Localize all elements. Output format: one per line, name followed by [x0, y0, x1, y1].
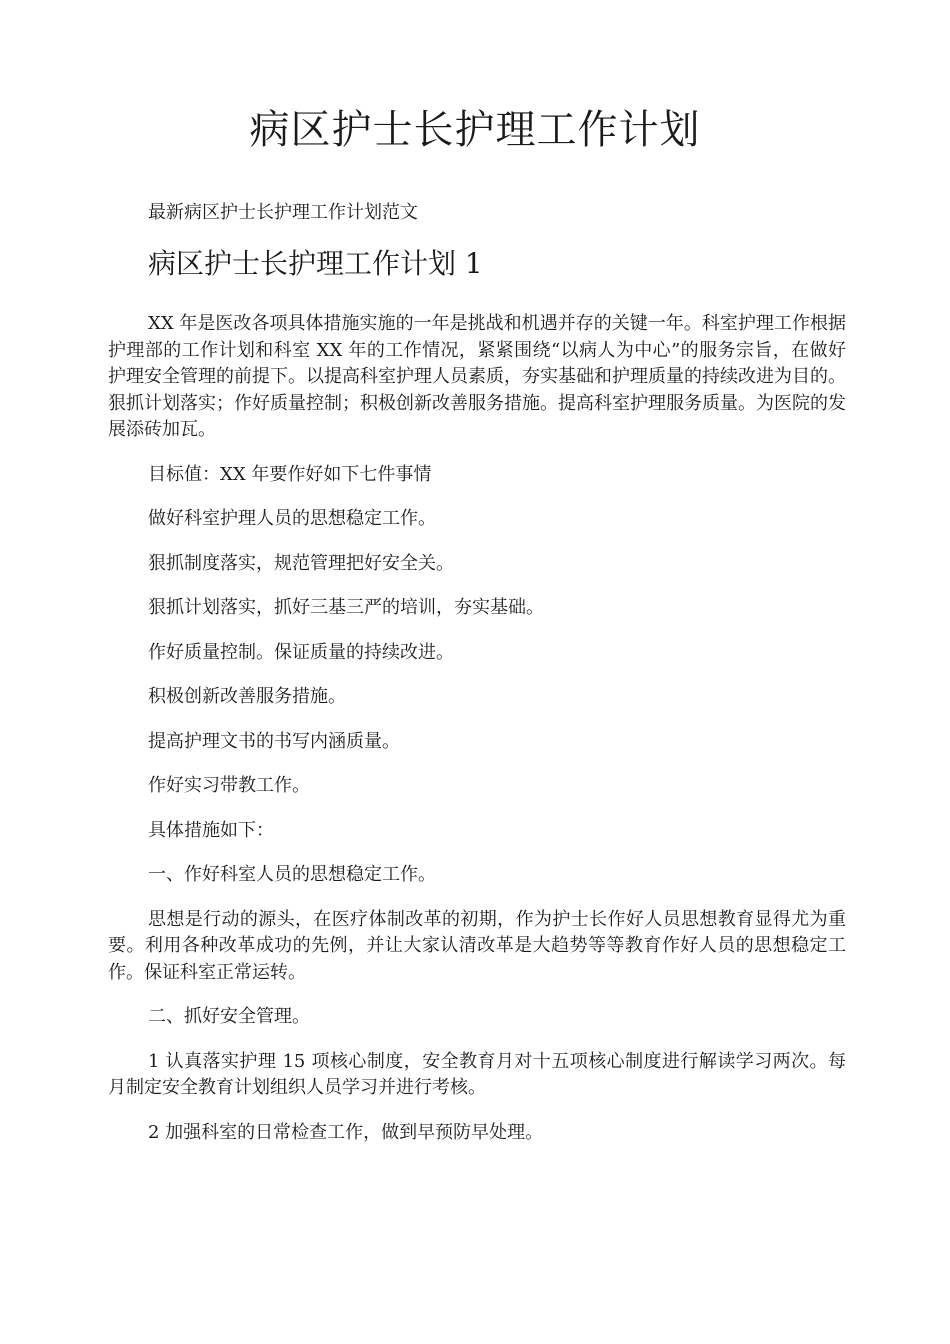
paragraph-goal-item: 做好科室护理人员的思想稳定工作。 [148, 508, 436, 529]
paragraph-intro: XX 年是医改各项具体措施实施的一年是挑战和机遇并存的关键一年。科室护理工作根据护理部的工作计划和科室 XX 年的工作情况，紧紧围绕“以病人为中心”的服务宗旨，在做好护理安全管理的前提下。以提高科室护理人员素质，夯实基础和护理质量的持续改进为目的。狠抓计划落实；作好质量控制；积极创新改善服务措施。提高科室护理服务质量。为医院的发展添砖加瓦。 [108, 313, 846, 440]
paragraph-goal-item: 作好质量控制。保证质量的持续改进。 [148, 641, 454, 663]
paragraph-goal-item: 狠抓计划落实，抓好三基三严的培训，夯实基础。 [148, 597, 544, 618]
paragraph-heading-1: 一、作好科室人员的思想稳定工作。 [148, 864, 436, 885]
section-title: 病区护士长护理工作计划 1 [148, 247, 483, 280]
paragraph-goal-item: 作好实习带教工作。 [148, 775, 310, 796]
paragraph-goal-item: 提高护理文书的书写内涵质量。 [148, 730, 400, 752]
paragraph-item-1: 1 认真落实护理 15 项核心制度，安全教育月对十五项核心制度进行解读学习两次。每月制定安全教育计划组织人员学习并进行考核。 [108, 1050, 846, 1098]
document-subtitle: 最新病区护士长护理工作计划范文 [148, 202, 418, 223]
paragraph-goal-item: 积极创新改善服务措施。 [148, 686, 346, 707]
document-body [108, 311, 846, 1164]
document-title: 病区护士长护理工作计划 [249, 107, 701, 153]
paragraph-measures-heading: 具体措施如下： [148, 819, 274, 841]
paragraph-item-2: 2 加强科室的日常检查工作，做到早预防早处理。 [148, 1121, 544, 1143]
paragraph-goal-item: 狠抓制度落实，规范管理把好安全关。 [148, 552, 454, 574]
paragraph-heading-2: 二、抓好安全管理。 [148, 1006, 310, 1027]
paragraph-goal: 目标值：XX 年要作好如下七件事情 [148, 463, 432, 485]
paragraph-body: 思想是行动的源头，在医疗体制改革的初期，作为护士长作好人员思想教育显得尤为重要。利用各种改革成功的先例，并让大家认清改革是大趋势等等教育作好人员的思想稳定工作。保证科室正常运转。 [108, 908, 846, 983]
